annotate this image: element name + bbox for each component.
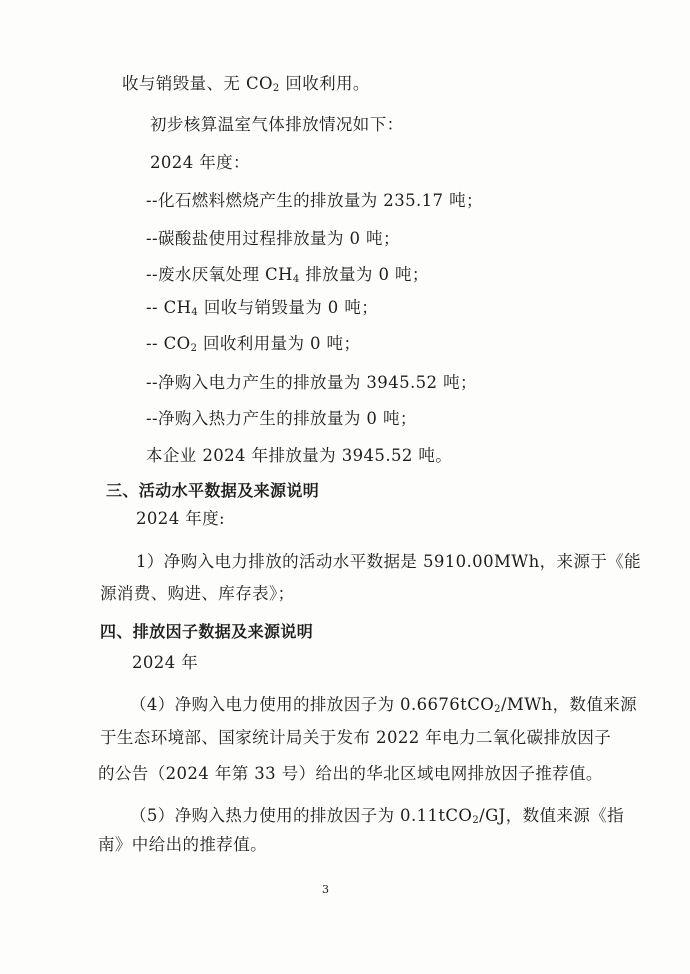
body-line: 南》中给出的推荐值。: [98, 835, 267, 854]
body-line: -- $CO_2$ 回收利用量为 0 吨；: [146, 334, 361, 354]
body-line: （5）净购入热力使用的排放因子为 0.11tCO$_2$/GJ，数值来源《指: [130, 806, 624, 826]
page-number: 3: [322, 883, 329, 896]
body-line: 的公告（2024 年第 33 号）给出的华北区域电网排放因子推荐值。: [98, 764, 603, 783]
body-line: 2024 年度:: [136, 509, 225, 528]
section-heading-emission-factors: 四、排放因子数据及来源说明: [100, 622, 314, 641]
body-line: -- $CH_4$ 回收与销毁量为 0 吨；: [146, 298, 379, 318]
body-line: 2024 年: [132, 653, 199, 672]
section-heading-activity-data: 三、活动水平数据及来源说明: [106, 481, 320, 500]
body-line: 本企业 2024 年排放量为 3945.52 吨。: [146, 446, 453, 465]
body-line: --化石燃料燃烧产生的排放量为 235.17 吨；: [146, 191, 483, 210]
body-line: 于生态环境部、国家统计局关于发布 2022 年电力二氧化碳排放因子: [100, 728, 612, 747]
body-line: --碳酸盐使用过程排放量为 0 吨；: [146, 229, 400, 248]
body-line: 初步核算温室气体排放情况如下：: [150, 115, 404, 134]
body-line: --净购入热力产生的排放量为 0 吨；: [146, 409, 417, 428]
body-line: 源消费、购进、库存表》；: [100, 584, 295, 603]
body-line: --废水厌氧处理 $CH_4$ 排放量为 0 吨；: [146, 265, 429, 285]
body-line: （4）净购入电力使用的排放因子为 0.6676tCO$_2$/MWh，数值来源: [130, 695, 638, 715]
body-line: 收与销毁量、无 $CO_2$ 回收利用。: [122, 74, 370, 94]
body-line: 2024 年度：: [150, 153, 250, 172]
body-line: --净购入电力产生的排放量为 3945.52 吨；: [146, 373, 477, 392]
body-line: 1）净购入电力排放的活动水平数据是 5910.00MWh，来源于《能: [136, 552, 642, 571]
